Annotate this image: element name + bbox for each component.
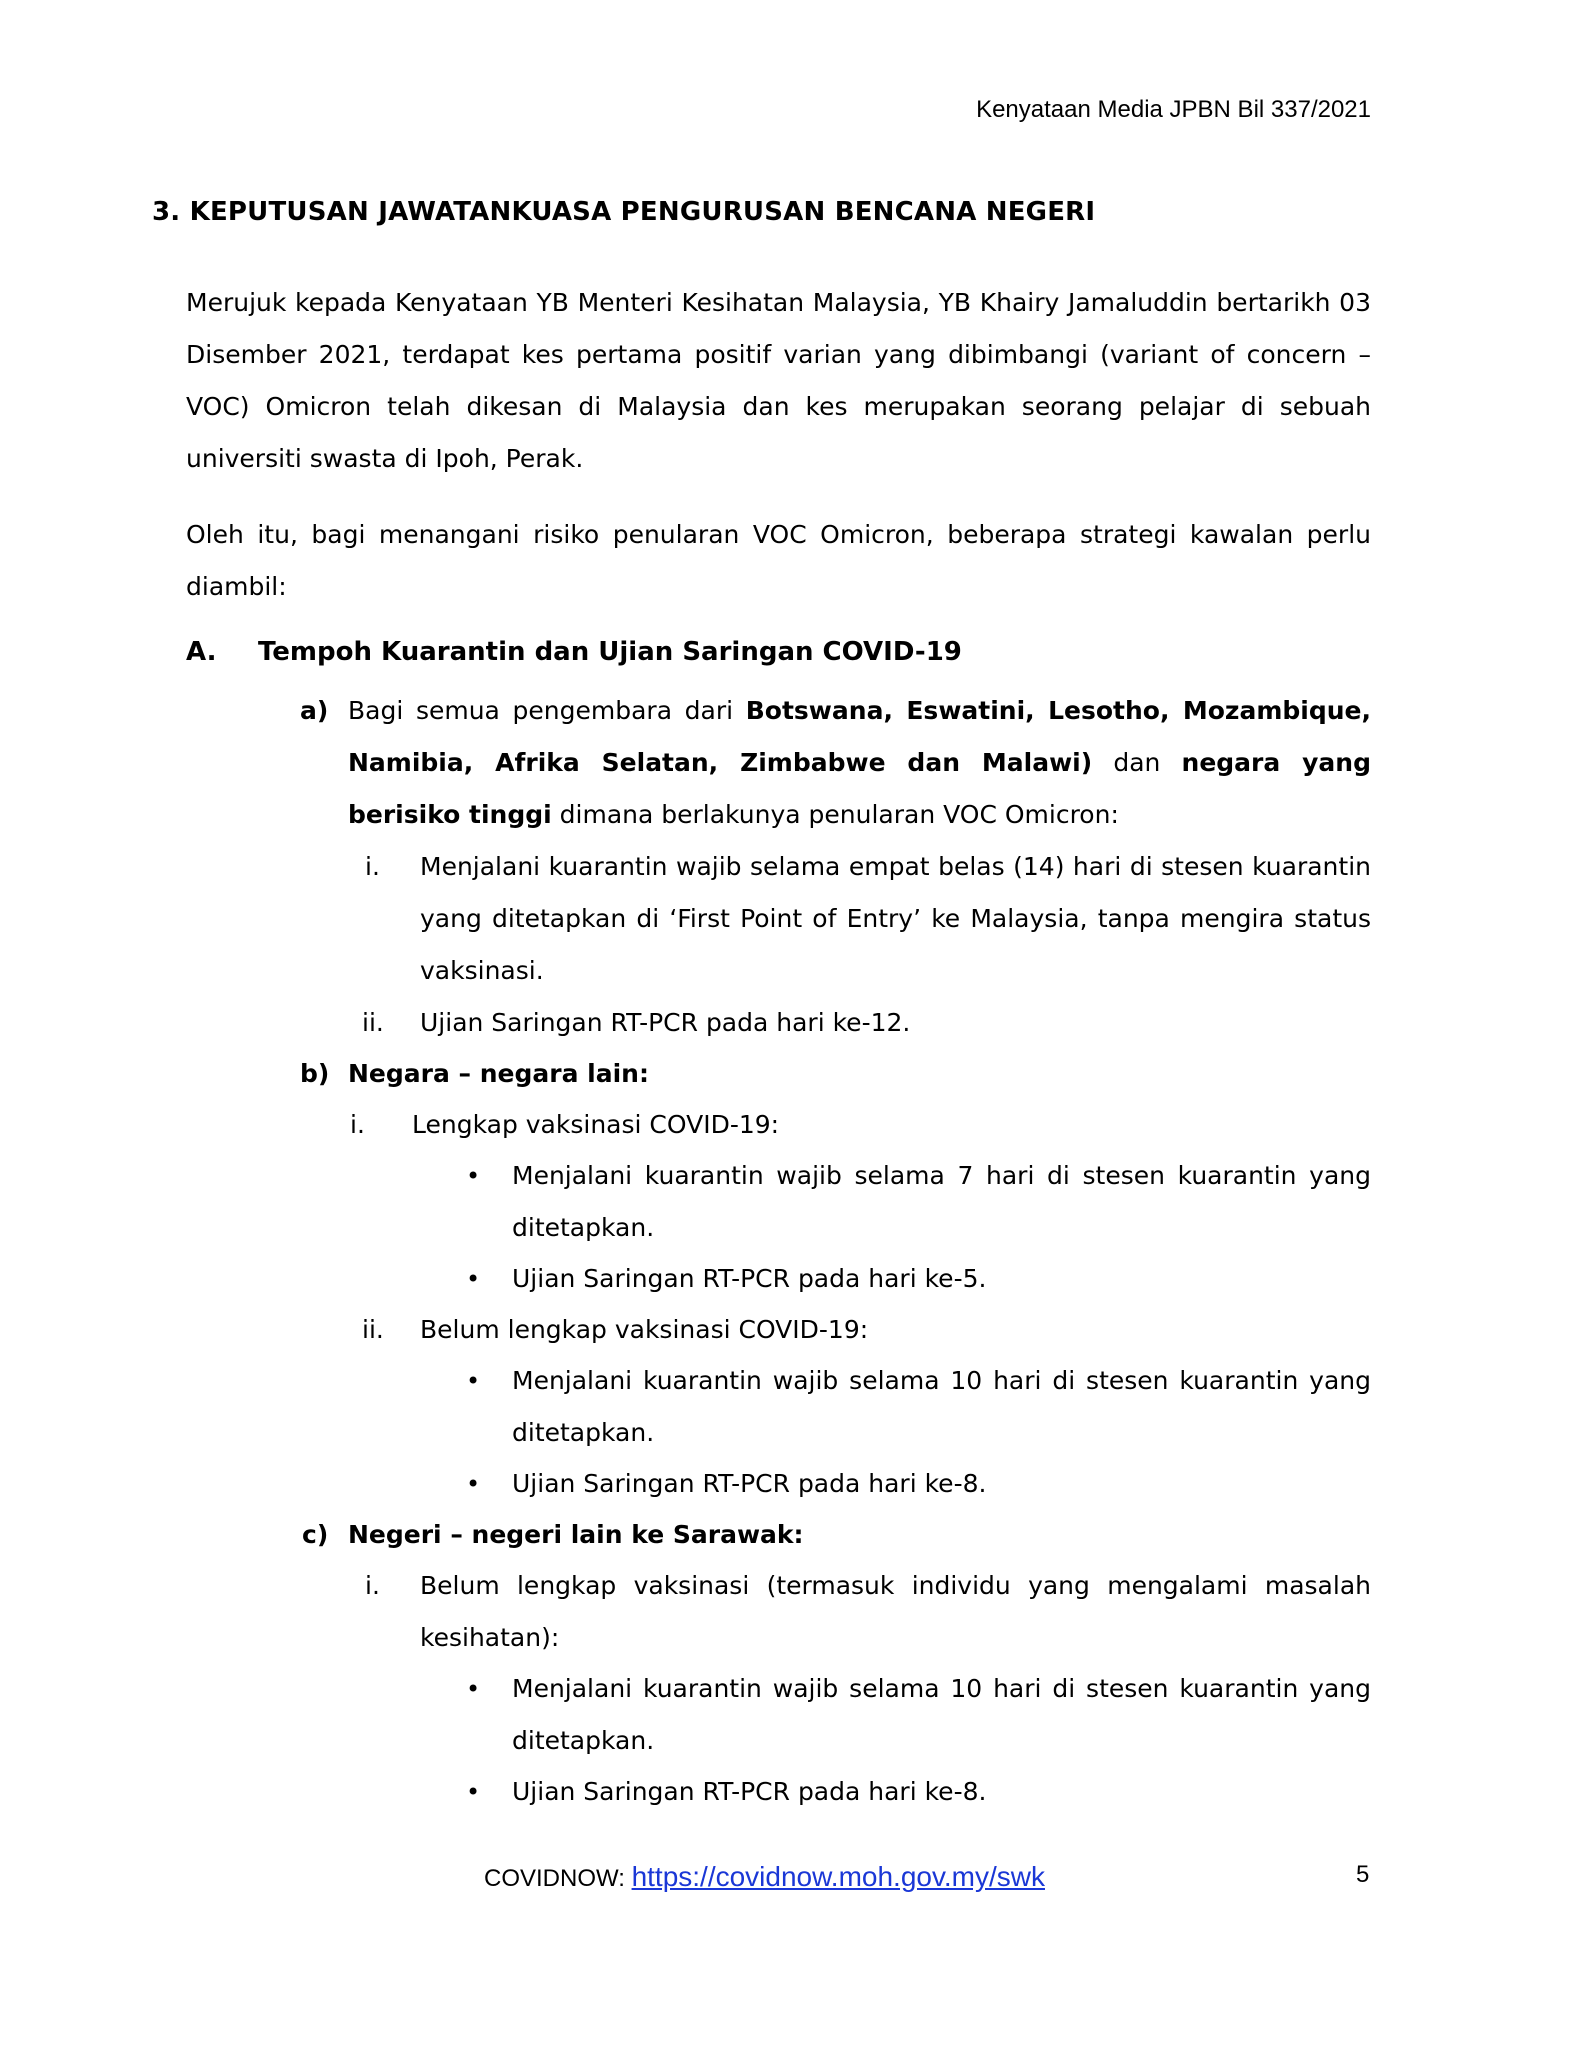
item-a-ii-marker: ii. — [362, 1008, 384, 1037]
item-b-ii-bullet-2: Ujian Saringan RT-PCR pada hari ke-8. — [512, 1469, 987, 1498]
subsection-letter: A. — [186, 637, 217, 667]
covidnow-link[interactable]: https://covidnow.moh.gov.my/swk — [631, 1861, 1045, 1892]
item-c-marker: c) — [302, 1520, 329, 1549]
item-c-i-bullet-2: Ujian Saringan RT-PCR pada hari ke-8. — [512, 1777, 987, 1806]
bullet-icon: • — [466, 1675, 481, 1703]
paragraph-intro: Merujuk kepada Kenyataan YB Menteri Kesihatan Malaysia, YB Khairy Jamaluddin bertarikh 03 Disember 2021, terdapat kes pertama positif varian yang dibimbangi (variant of concern – VOC) Omicron telah dikesan di Malaysia dan kes merupakan seorang pelajar di sebuah universiti swasta di Ipoh, Perak. — [186, 288, 1371, 473]
item-b-title: Negara – negara lain: — [348, 1059, 649, 1088]
bullet-icon: • — [466, 1470, 481, 1498]
item-b-i-marker: i. — [350, 1110, 365, 1139]
item-a-high-risk: negara yang berisiko tinggi — [348, 748, 1371, 829]
bullet-icon: • — [466, 1367, 481, 1395]
item-a-i-marker: i. — [365, 852, 380, 881]
subsection-heading — [186, 637, 962, 667]
item-a-text-2: dan — [1092, 748, 1182, 777]
item-c-i-marker: i. — [365, 1571, 380, 1600]
item-a-text-1: Bagi semua pengembara dari — [348, 696, 746, 725]
item-c-i-text: Belum lengkap vaksinasi (termasuk individu yang mengalami masalah kesihatan): — [420, 1571, 1371, 1652]
bullet-icon: • — [466, 1162, 481, 1190]
item-b-marker: b) — [300, 1059, 330, 1088]
item-a-text — [348, 685, 1371, 841]
bullet-icon: • — [466, 1778, 481, 1806]
item-b-ii-bullet-1: Menjalani kuarantin wajib selama 10 hari di stesen kuarantin yang ditetapkan. — [512, 1366, 1371, 1447]
item-a-countries: Botswana, Eswatini, Lesotho, Mozambique, Namibia, Afrika Selatan, Zimbabwe dan Malawi) — [348, 696, 1371, 777]
document-reference: Kenyataan Media JPBN Bil 337/2021 — [976, 96, 1371, 123]
item-c-title: Negeri – negeri lain ke Sarawak: — [348, 1520, 804, 1549]
item-b-ii-text: Belum lengkap vaksinasi COVID-19: — [420, 1315, 869, 1344]
item-a-i-text: Menjalani kuarantin wajib selama empat belas (14) hari di stesen kuarantin yang ditetapkan di ‘First Point of Entry’ ke Malaysia, tanpa mengira status vaksinasi. — [420, 852, 1371, 985]
subsection-title: Tempoh Kuarantin dan Ujian Saringan COVID-19 — [258, 637, 962, 667]
item-b-ii-marker: ii. — [362, 1315, 384, 1344]
item-b-i-bullet-2: Ujian Saringan RT-PCR pada hari ke-5. — [512, 1264, 987, 1293]
paragraph-strategy: Oleh itu, bagi menangani risiko penularan VOC Omicron, beberapa strategi kawalan perlu diambil: — [186, 520, 1371, 601]
page-number: 5 — [1356, 1861, 1370, 1888]
item-b-i-text: Lengkap vaksinasi COVID-19: — [412, 1110, 780, 1139]
item-a-ii-text: Ujian Saringan RT-PCR pada hari ke-12. — [420, 1008, 911, 1037]
item-c-i-bullet-1: Menjalani kuarantin wajib selama 10 hari di stesen kuarantin yang ditetapkan. — [512, 1674, 1371, 1755]
bullet-icon: • — [466, 1265, 481, 1293]
section-heading: 3. KEPUTUSAN JAWATANKUASA PENGURUSAN BENCANA NEGERI — [152, 197, 1096, 227]
item-a-marker: a) — [300, 696, 329, 725]
item-b-i-bullet-1: Menjalani kuarantin wajib selama 7 hari di stesen kuarantin yang ditetapkan. — [512, 1161, 1371, 1242]
item-a-text-3: dimana berlakunya penularan VOC Omicron: — [551, 800, 1119, 829]
footer-label: COVIDNOW: — [484, 1865, 632, 1892]
footer — [484, 1861, 1045, 1893]
